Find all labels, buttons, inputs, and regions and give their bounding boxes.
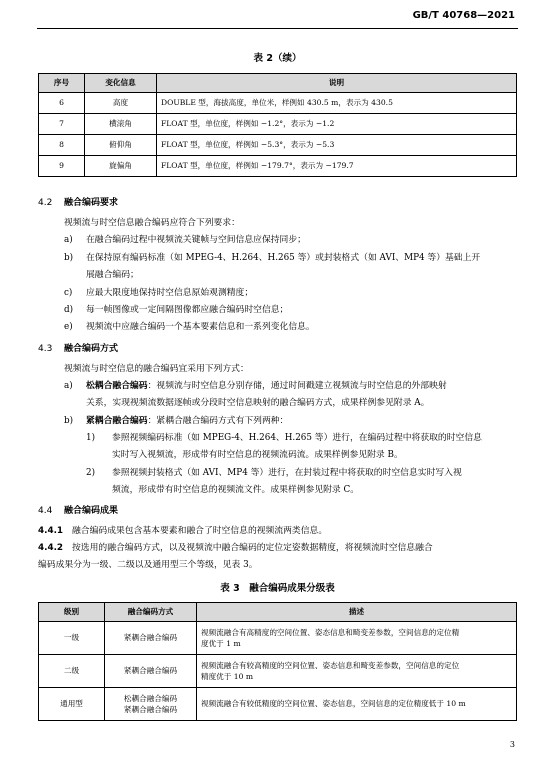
sub-list-item: 2) 参照视频封装格式（如 AVI、MP4 等）进行，在封装过程中将获取的时空信息实时写入视 bbox=[86, 468, 462, 478]
table-cell: FLOAT 型，单位度，样例如 −5.3°，表示为 −5.3 bbox=[157, 135, 517, 156]
table2-header-cell: 变化信息 bbox=[85, 74, 157, 93]
section-title: 融合编码要求 bbox=[64, 198, 119, 208]
clause-4-4-2-continuation: 编码成果分为一级、二级以及通用型三个等级，见表 3。 bbox=[38, 560, 258, 570]
table-cell: 高度 bbox=[85, 93, 157, 114]
table3-header-cell: 级别 bbox=[39, 603, 105, 622]
table-cell: 横滚角 bbox=[85, 114, 157, 135]
table-cell: 松耦合融合编码 紧耦合融合编码 bbox=[105, 688, 197, 721]
table-cell: 7 bbox=[39, 114, 85, 135]
table-row bbox=[39, 114, 517, 135]
section-number: 4.2 bbox=[38, 198, 53, 208]
section-4-3-heading bbox=[38, 341, 118, 354]
list-item: b) 紧耦合融合编码：紧耦合融合编码方式有下列两种： bbox=[64, 416, 289, 426]
standard-number: GB/T 40768—2021 bbox=[412, 10, 515, 21]
list-item: a) 松耦合融合编码：视频流与时空信息分别存储，通过时间戳建立视频流与时空信息的外部映射 bbox=[64, 381, 447, 391]
list-item: a) 在融合编码过程中视频流关键帧与空间信息应保持同步； bbox=[64, 235, 306, 245]
table2-header-row bbox=[39, 74, 517, 93]
table-row bbox=[39, 93, 517, 114]
table-cell: 一级 bbox=[39, 622, 105, 655]
table-cell: 通用型 bbox=[39, 688, 105, 721]
table3-header-row bbox=[39, 603, 517, 622]
page-number: 3 bbox=[509, 740, 515, 749]
paragraph: 视频流与时空信息融合编码应符合下列要求： bbox=[64, 218, 240, 228]
paragraph: 视频流与时空信息的融合编码宜采用下列方式： bbox=[64, 364, 249, 374]
header-rule bbox=[37, 28, 518, 29]
table-cell: 二级 bbox=[39, 655, 105, 688]
clause-4-4-1: 4.4.1 融合编码成果包含基本要素和融合了时空信息的视频流两类信息。 bbox=[38, 526, 328, 536]
table-row bbox=[39, 655, 517, 688]
list-item: b) 在保持原有编码标准（如 MPEG-4、H.264、H.265 等）或封装格式（如 AVI、MP4 等）基础上开 bbox=[64, 253, 481, 263]
table-cell: 8 bbox=[39, 135, 85, 156]
table-cell: 俯仰角 bbox=[85, 135, 157, 156]
section-title: 融合编码方式 bbox=[64, 344, 119, 354]
table-row bbox=[39, 622, 517, 655]
table-cell: 旋偏角 bbox=[85, 156, 157, 177]
table-cell: 9 bbox=[39, 156, 85, 177]
section-number: 4.3 bbox=[38, 344, 53, 354]
list-item-continuation: 展融合编码； bbox=[86, 270, 139, 280]
table-cell: 视频流融合有较低精度的空间位置、姿态信息，空间信息的定位精度低于 10 m bbox=[197, 688, 517, 721]
section-title: 融合编码成果 bbox=[64, 506, 119, 516]
table-row bbox=[39, 156, 517, 177]
table2-header-cell: 序号 bbox=[39, 74, 85, 93]
section-4-2-heading bbox=[38, 195, 118, 208]
table3-caption: 表 3 融合编码成果分级表 bbox=[220, 583, 335, 594]
table-cell: 视频流融合有较高精度的空间位置、姿态信息和畸变差参数，空间信息的定位 精度优于 10 m bbox=[197, 655, 517, 688]
table-cell: DOUBLE 型，海拔高度，单位米，样例如 430.5 m，表示为 430.5 bbox=[157, 93, 517, 114]
table-row bbox=[39, 135, 517, 156]
list-item: e) 视频流中应融合编码一个基本要素信息和一系列变化信息。 bbox=[64, 322, 315, 332]
clause-4-4-2: 4.4.2 按选用的融合编码方式，以及视频流中融合编码的定位定姿数据精度，将视频流时空信息融合 bbox=[38, 543, 433, 553]
table-cell: 紧耦合融合编码 bbox=[105, 655, 197, 688]
table-cell: 紧耦合融合编码 bbox=[105, 622, 197, 655]
table2 bbox=[38, 73, 517, 177]
table-cell: FLOAT 型，单位度，样例如 −1.2°，表示为 −1.2 bbox=[157, 114, 517, 135]
list-item: c) 应最大限度地保持时空信息原始观测精度； bbox=[64, 288, 254, 298]
table2-header-cell: 说明 bbox=[157, 74, 517, 93]
table3-header-cell: 描述 bbox=[197, 603, 517, 622]
sub-list-item-continuation: 频流，形成带有时空信息的视频流文件。成果样例参见附录 C。 bbox=[112, 485, 360, 495]
table-cell: FLOAT 型，单位度，样例如 −179.7°，表示为 −179.7 bbox=[157, 156, 517, 177]
sub-list-item: 1) 参照视频编码标准（如 MPEG-4、H.264、H.265 等）进行，在编码过程中将获取的时空信息 bbox=[86, 433, 482, 443]
table-cell: 6 bbox=[39, 93, 85, 114]
table-cell: 视频流融合有高精度的空间位置、姿态信息和畸变差参数，空间信息的定位精 度优于 1 m bbox=[197, 622, 517, 655]
list-item: d) 每一帧图像或一定间隔图像都应融合编码时空信息； bbox=[64, 305, 289, 315]
table-row bbox=[39, 688, 517, 721]
section-number: 4.4 bbox=[38, 506, 53, 516]
table3-header-cell: 融合编码方式 bbox=[105, 603, 197, 622]
list-item-continuation: 关系，实现视频流数据逐帧或分段时空信息映射的融合编码方式，成果样例参见附录 A。 bbox=[86, 398, 430, 408]
table3 bbox=[38, 602, 517, 721]
table2-caption: 表 2（续） bbox=[253, 53, 302, 64]
sub-list-item-continuation: 实时写入视频流，形成带有时空信息的视频流码流。成果样例参见附录 B。 bbox=[112, 450, 403, 460]
section-4-4-heading bbox=[38, 503, 118, 516]
